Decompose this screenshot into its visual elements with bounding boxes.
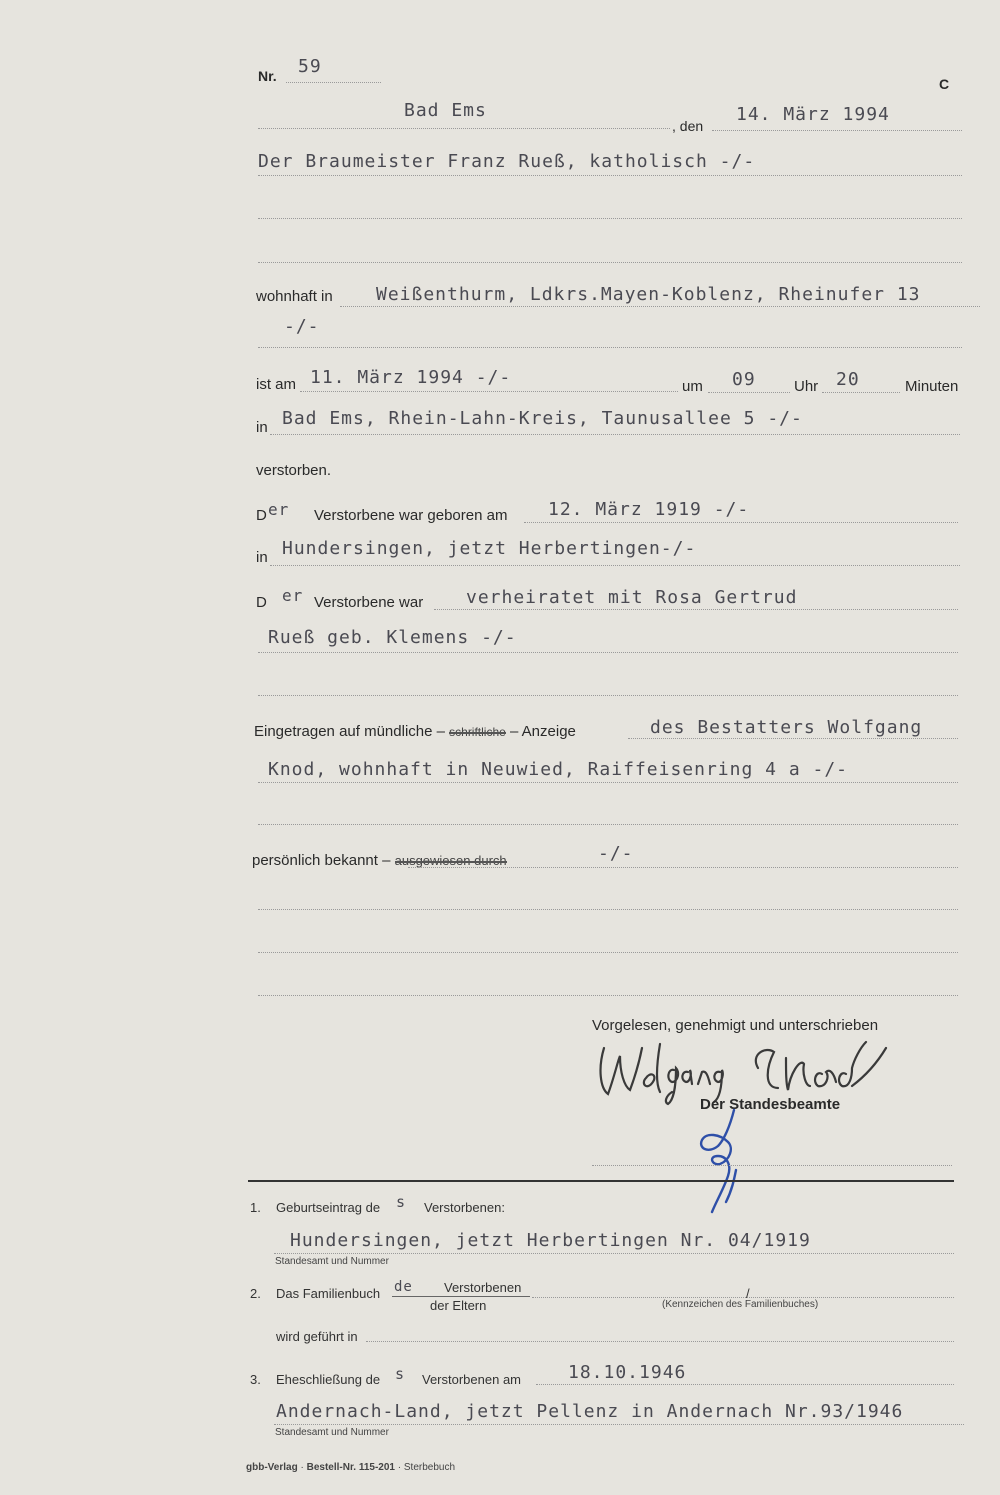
marital-article: er	[282, 586, 304, 605]
birth-place: Hundersingen, jetzt Herbertingen-/-	[282, 538, 697, 559]
note-2-option-1: Verstorbenen	[444, 1280, 522, 1295]
verstorben-label: verstorben.	[256, 462, 332, 479]
deceased-name-line: Der Braumeister Franz Rueß, katholisch -/-	[258, 151, 756, 172]
registrar-label: Der Standesbeamte	[700, 1096, 841, 1113]
registration-label	[254, 723, 576, 740]
approval-text: Vorgelesen, genehmigt und unterschrieben	[592, 1017, 879, 1034]
footer-order-number: Bestell-Nr. 115-201	[306, 1462, 395, 1473]
section-divider	[248, 1180, 954, 1182]
note-2-slash: /	[746, 1286, 750, 1301]
note-3-label-a: Eheschließung de	[276, 1372, 381, 1387]
marital-status-line-1: verheiratet mit Rosa Gertrud	[466, 587, 798, 608]
registration-prefix: Eingetragen auf mündliche –	[254, 723, 445, 740]
note-3-date: 18.10.1946	[568, 1362, 687, 1383]
note-2-number: 2.	[250, 1286, 261, 1301]
note-2-line-2: wird geführt in	[276, 1329, 358, 1344]
registration-place: Bad Ems	[404, 100, 487, 121]
note-3-caption: Standesamt und Nummer	[275, 1427, 389, 1438]
registration-date: 14. März 1994	[736, 104, 890, 125]
form-footer	[246, 1462, 455, 1473]
death-place: Bad Ems, Rhein-Lahn-Kreis, Taunusallee 5 -/-	[282, 408, 803, 429]
uhr-label: Uhr	[794, 378, 819, 395]
minuten-label: Minuten	[905, 378, 959, 395]
birth-article: er	[268, 500, 290, 519]
registrar-signature	[690, 1106, 760, 1218]
death-date: 11. März 1994 -/-	[310, 367, 512, 388]
identity-prefix: persönlich bekannt –	[252, 852, 391, 869]
death-minutes: 20	[836, 369, 860, 390]
footer-separator: ·	[397, 1462, 402, 1473]
note-2-label: Das Familienbuch	[276, 1286, 381, 1301]
informant-line-1: des Bestatters Wolfgang	[650, 717, 923, 738]
note-2-option-2: der Eltern	[430, 1298, 487, 1313]
birth-in-label: in	[256, 549, 268, 566]
birth-d-label: D	[256, 507, 267, 524]
um-label: um	[682, 378, 703, 395]
marital-status-line-2: Rueß geb. Klemens -/-	[268, 627, 517, 648]
residence-line-1: Weißenthurm, Ldkrs.Mayen-Koblenz, Rheinufer 13	[376, 284, 921, 305]
registration-suffix: – Anzeige	[510, 723, 576, 740]
note-3-number: 3.	[250, 1372, 261, 1387]
den-label: , den	[672, 118, 704, 134]
informant-line-2: Knod, wohnhaft in Neuwied, Raiffeisenring 4 a -/-	[268, 759, 849, 780]
nr-label: Nr.	[258, 68, 277, 84]
death-in-label: in	[256, 419, 268, 436]
marital-d-label: D	[256, 594, 267, 611]
residence-label: wohnhaft in	[256, 288, 333, 305]
marital-text: Verstorbene war	[314, 594, 424, 611]
note-3-suffix: s	[395, 1365, 406, 1383]
note-1-value: Hundersingen, jetzt Herbertingen Nr. 04/1919	[290, 1230, 811, 1251]
birth-text: Verstorbene war geboren am	[314, 507, 508, 524]
note-1-label-b: Verstorbenen:	[424, 1200, 505, 1215]
form-code: C	[939, 76, 950, 92]
identity-struck: ausgewiesen durch	[394, 853, 507, 868]
register-number: 59	[298, 56, 322, 77]
note-3-value: Andernach-Land, jetzt Pellenz in Andernach Nr.93/1946	[276, 1401, 904, 1422]
birth-date: 12. März 1919 -/-	[548, 499, 750, 520]
note-2-caption: (Kennzeichen des Familienbuches)	[662, 1299, 819, 1310]
note-2-de: de	[394, 1279, 413, 1295]
note-1-suffix: s	[396, 1193, 407, 1211]
footer-separator: ·	[300, 1462, 304, 1473]
note-1-caption: Standesamt und Nummer	[275, 1256, 389, 1267]
identity-value: -/-	[598, 843, 634, 864]
ist-am-label: ist am	[256, 376, 297, 393]
death-hour: 09	[732, 369, 756, 390]
footer-publisher: gbb-Verlag	[246, 1462, 298, 1473]
note-2-option-divider	[392, 1296, 530, 1297]
note-1-label-a: Geburtseintrag de	[276, 1200, 381, 1215]
residence-line-2: -/-	[284, 316, 320, 337]
note-3-label-b: Verstorbenen am	[422, 1372, 522, 1387]
registration-struck: schriftliche	[449, 725, 506, 739]
note-1-number: 1.	[250, 1200, 261, 1215]
footer-form-name: Sterbebuch	[403, 1462, 456, 1473]
